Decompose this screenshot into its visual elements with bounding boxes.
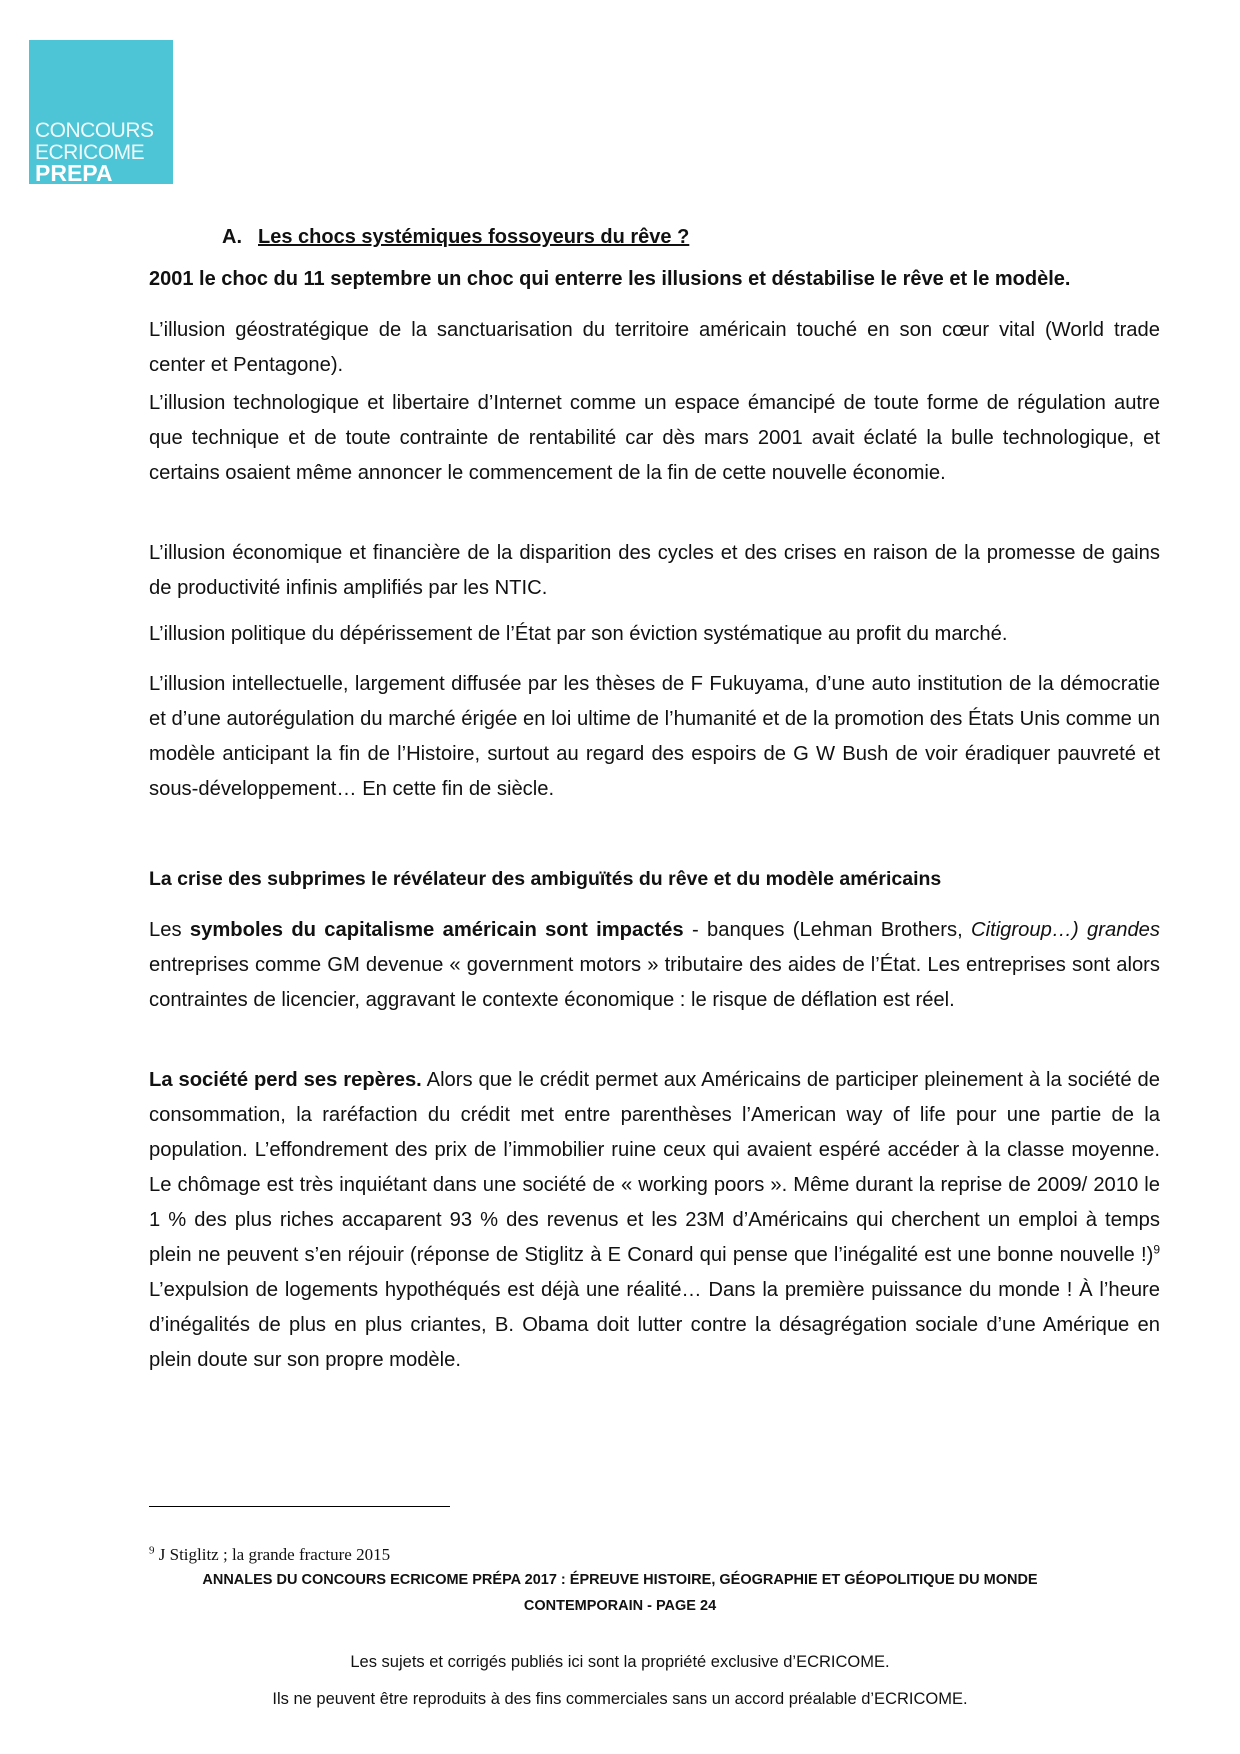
symbols-bold: symboles du capitalisme américain sont impactés xyxy=(189,919,684,941)
section-title: Les chocs systémiques fossoyeurs du rêve ? xyxy=(258,226,690,248)
symbols-mid: - banques (Lehman Brothers, xyxy=(683,919,972,941)
symbols-rest: entreprises comme GM devenue « government motors » tributaire des aides de l’État. Les entreprises sont alors contraintes de licencier, aggravant le contexte économique : le risque de déflation est réel. xyxy=(149,954,1160,1011)
paragraph-geostrategic: L’illusion géostratégique de la sanctuarisation du territoire américain touché en son cœur vital (World trade center et Pentagone). xyxy=(149,319,1160,376)
logo-line-concours: CONCOURS xyxy=(35,119,154,142)
paragraph-society xyxy=(149,1063,1160,1378)
paragraph-economic: L’illusion économique et financière de la disparition des cycles et des crises en raison de la promesse de gains de productivité infinis amplifiés par les NTIC. xyxy=(149,542,1160,599)
symbols-italic: Citigroup…) grandes xyxy=(971,919,1160,941)
footnote-ref[interactable]: 9 xyxy=(1153,1242,1160,1257)
footnote-text: J Stiglitz ; la grande fracture 2015 xyxy=(154,1545,391,1564)
paragraph-symbols xyxy=(149,913,1160,1018)
intro-bold-line: 2001 le choc du 11 septembre un choc qui enterre les illusions et déstabilise le rêve et le modèle. xyxy=(149,268,1071,290)
paragraph-technological: L’illusion technologique et libertaire d’Internet comme un espace émancipé de toute forme de régulation autre que technique et de toute contrainte de rentabilité car dès mars 2001 avait éclaté la bulle technologique, et certains osaient même annoncer le commencement de la fin de cette nouvelle économie. xyxy=(149,392,1160,484)
society-text-2: L’expulsion de logements hypothéqués est déjà une réalité… Dans la première puissance du monde ! À l’heure d’inégalités de plus en plus criantes, B. Obama doit lutter contre la désagrégation sociale d’une Amérique en plein doute sur son propre modèle. xyxy=(149,1279,1160,1371)
rights-notice-1: Les sujets et corrigés publiés ici sont la propriété exclusive d’ECRICOME. xyxy=(350,1653,890,1671)
footnote-number: 9 xyxy=(149,1544,155,1557)
rights-notice-2: Ils ne peuvent être reproduits à des fins commerciales sans un accord préalable d’ECRICOME. xyxy=(272,1690,968,1708)
footer-title-line-2: CONTEMPORAIN - PAGE 24 xyxy=(523,1598,717,1614)
ecricome-logo xyxy=(29,40,173,184)
paragraph-intellectual: L’illusion intellectuelle, largement diffusée par les thèses de F Fukuyama, d’une auto institution de la démocratie et d’une autorégulation du marché érigée en loi ultime de l’humanité et de la promotion des États Unis comme un modèle anticipant la fin de l’Histoire, surtout au regard des espoirs de G W Bush de voir éradiquer pauvreté et sous-développement… En cette fin de siècle. xyxy=(149,673,1160,800)
logo-line-prepa: PREPA xyxy=(35,160,113,186)
footer-title-line-1: ANNALES DU CONCOURS ECRICOME PRÉPA 2017 : ÉPREUVE HISTOIRE, GÉOGRAPHIE ET GÉOPOLITIQUE DU MONDE xyxy=(202,1572,1038,1588)
subprimes-subheading: La crise des subprimes le révélateur des ambiguïtés du rêve et du modèle américains xyxy=(149,868,942,890)
society-bold: La société perd ses repères. xyxy=(149,1069,422,1091)
section-heading xyxy=(222,224,689,250)
society-text-1: Alors que le crédit permet aux Américains de participer pleinement à la société de consommation, la raréfaction du crédit met entre parenthèses l’American way of life pour une partie de la population. L’effondrement des prix de l’immobilier ruine ceux qui avaient espéré accéder à la classe moyenne. Le chômage est très inquiétant dans une société de « working poors ». Même durant la reprise de 2009/ 2010 le 1 % des plus riches accaparent 93 % des revenus et les 23M d’Américains qui cherchent un emploi à temps plein ne peuvent s’en réjouir (réponse de Stiglitz à E Conard qui pense que l’inégalité est une bonne nouvelle !) xyxy=(149,1069,1160,1266)
section-letter: A. xyxy=(222,226,242,248)
symbols-lead: Les xyxy=(149,919,190,941)
paragraph-political: L’illusion politique du dépérissement de l’État par son éviction systématique au profit du marché. xyxy=(149,623,1008,645)
logo-line-ecricome: ECRICOME xyxy=(35,141,145,164)
footnote-separator xyxy=(149,1506,450,1507)
footnote xyxy=(149,1545,390,1565)
